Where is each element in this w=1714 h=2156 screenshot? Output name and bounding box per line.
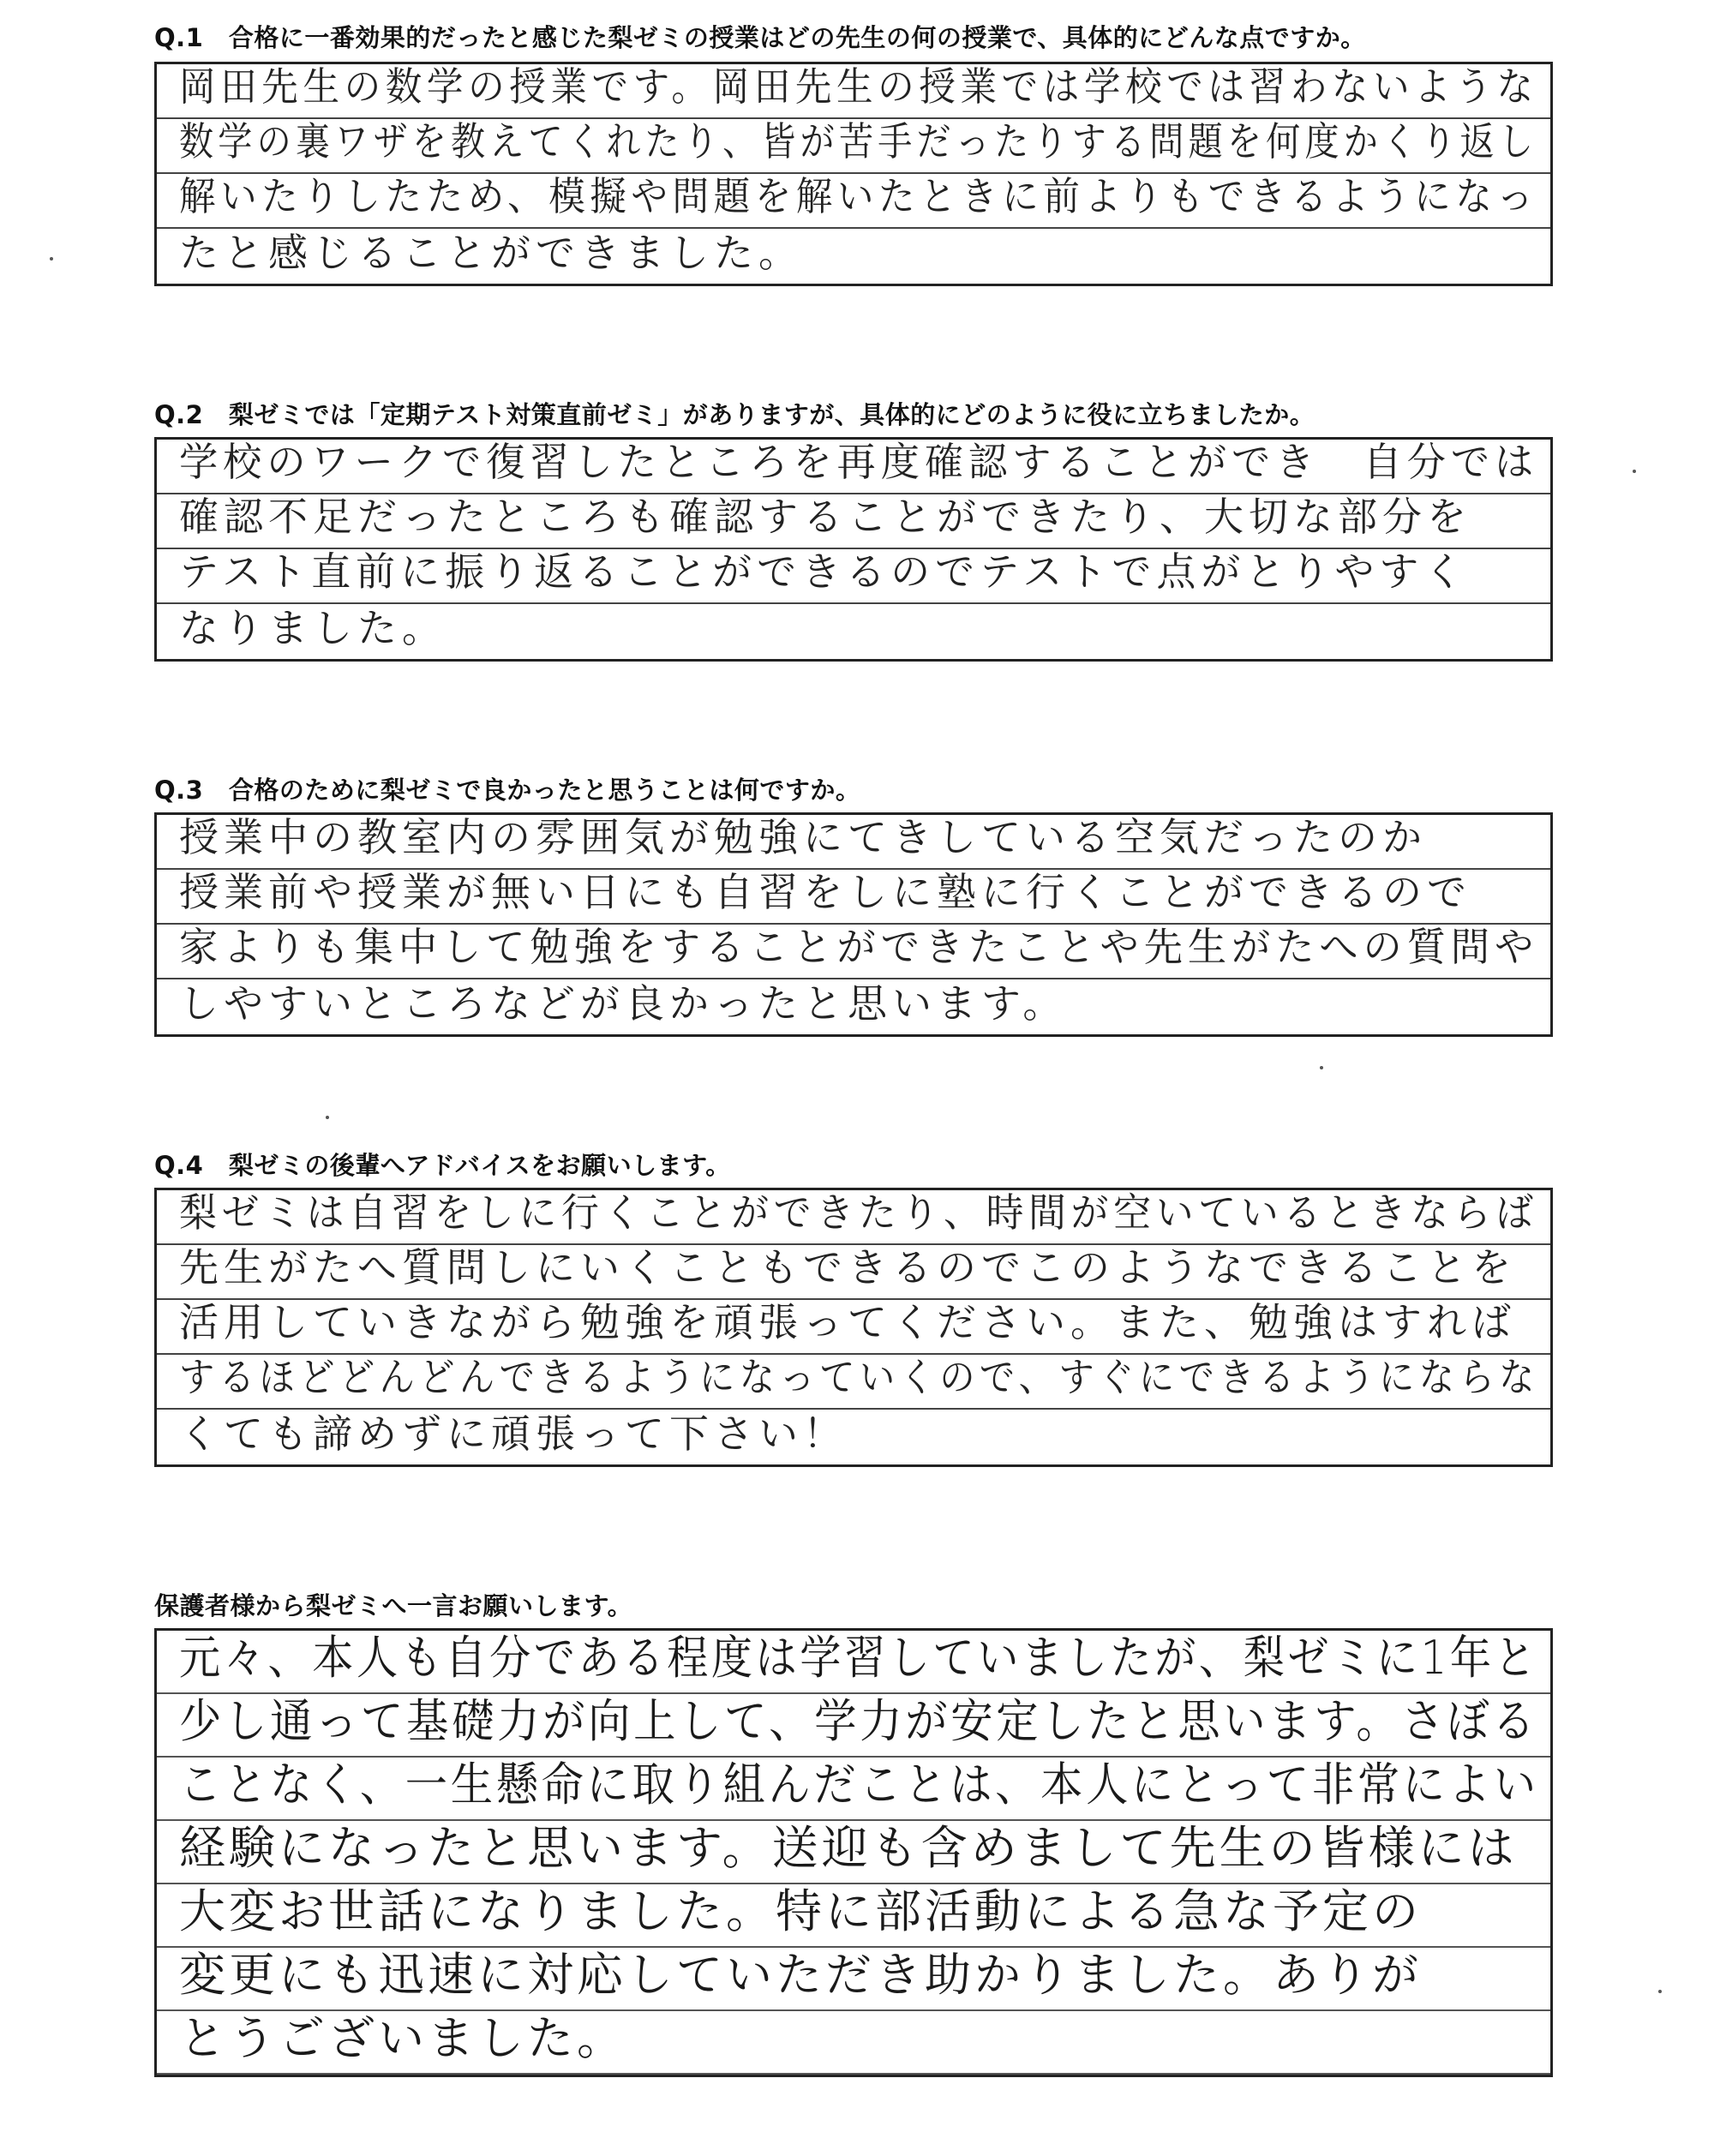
handwritten-text: 活用していきながら勉強を頑張ってください。また、勉強はすれば [179,1300,1516,1345]
handwritten-text: 大変お世話になりました。特に部活動による急な予定の [179,1884,1422,1938]
answer-box-q2 [154,437,1553,662]
answer-line [157,549,1550,604]
handwritten-text: くても諦めずに頑張って下さい！ [179,1410,848,1457]
question-4-label: Q.4 梨ゼミの後輩へアドバイスをお願いします。 [154,1151,731,1180]
answer-line [157,1355,1550,1410]
scan-speck [1633,470,1636,473]
parent-section-label: 保護者様から梨ゼミへ一言お願いします。 [154,1591,633,1620]
answer-box-q3 [154,812,1553,1037]
scan-speck [326,1116,329,1119]
scan-speck [1320,1066,1323,1069]
handwritten-text: たと感じることができました。 [179,230,803,276]
handwritten-text: 元々、本人も自分である程度は学習していましたが、梨ゼミに1年と [179,1631,1539,1685]
answer-line [157,1631,1550,1694]
answer-line [157,174,1550,229]
answer-line [157,229,1550,284]
answer-line [157,2011,1550,2075]
answer-line [157,494,1550,549]
answer-line [157,979,1550,1034]
handwritten-text: 授業中の教室内の雰囲気が勉強にてきしている空気だったのか [179,815,1427,860]
question-2-label: Q.2 梨ゼミでは「定期テスト対策直前ゼミ」がありますが、具体的にどのように役に立ちましたか。 [154,400,1315,429]
handwritten-text: 経験になったと思います。送迎も含めまして先生の皆様には [179,1821,1518,1875]
handwritten-text: ことなく、一生懸命に取り組んだことは、本人にとって非常によい [179,1758,1539,1812]
handwritten-text: 授業前や授業が無い日にも自習をしに塾に行くことができるので [179,870,1471,915]
handwritten-text: 少し通って基礎力が向上して、学力が安定したと思います。さぼる [179,1694,1538,1748]
answer-line [157,1758,1550,1821]
handwritten-text: テスト直前に振り返ることができるのでテストで点がとりやすく [179,549,1469,595]
answer-line [157,1300,1550,1355]
handwritten-text: 家よりも集中して勉強をすることができたことや先生がたへの質問や [179,925,1539,970]
answer-box-q4 [154,1188,1553,1467]
answer-box-parent [154,1628,1553,2077]
answer-line [157,1245,1550,1300]
handwritten-text: 確認不足だったところも確認することができたり、大切な部分を [179,494,1471,540]
handwritten-text: 変更にも迅速に対応していただき助かりました。ありが [179,1948,1422,2002]
answer-line [157,815,1550,870]
handwritten-text: とうございました。 [179,2011,626,2065]
handwritten-text: なりました。 [179,605,446,651]
question-1-label: Q.1 合格に一番効果的だったと感じた梨ゼミの授業はどの先生の何の授業で、具体的にどんな点ですか。 [154,23,1366,52]
answer-line [157,604,1550,659]
handwritten-text: 梨ゼミは自習をしに行くことができたり、時間が空いているときならば [179,1190,1538,1236]
handwritten-text: 解いたりしたため、模擬や問題を解いたときに前よりもできるようになっ [179,174,1538,219]
handwritten-text: 学校のワークで復習したところを再度確認することができ 自分では [179,440,1539,485]
answer-line [157,1821,1550,1884]
answer-line [157,870,1550,925]
answer-line [157,925,1550,979]
handwritten-text: 数学の裏ワザを教えてくれたり、皆が苦手だったりする問題を何度かくり返し [179,119,1538,165]
answer-line [157,1884,1550,1948]
answer-line [157,1410,1550,1464]
answer-line [157,1190,1550,1245]
handwritten-text: しやすいところなどが良かったと思います。 [179,980,1068,1027]
scan-speck [1658,1990,1662,1993]
answer-line [157,1694,1550,1758]
answer-line [157,1948,1550,2011]
answer-line [157,64,1550,119]
question-3-label: Q.3 合格のために梨ゼミで良かったと思うことは何ですか。 [154,776,861,805]
scan-speck [50,257,53,261]
answer-line [157,119,1550,174]
handwritten-text: するほどどんどんできるようになっていくので、すぐにできるようにならな [179,1355,1539,1400]
handwritten-text: 先生がたへ質問しにいくこともできるのでこのようなできることを [179,1245,1516,1291]
answer-line [157,440,1550,494]
answer-box-q1 [154,62,1553,286]
handwritten-text: 岡田先生の数学の授業です。岡田先生の授業では学校では習わないような [179,64,1538,110]
